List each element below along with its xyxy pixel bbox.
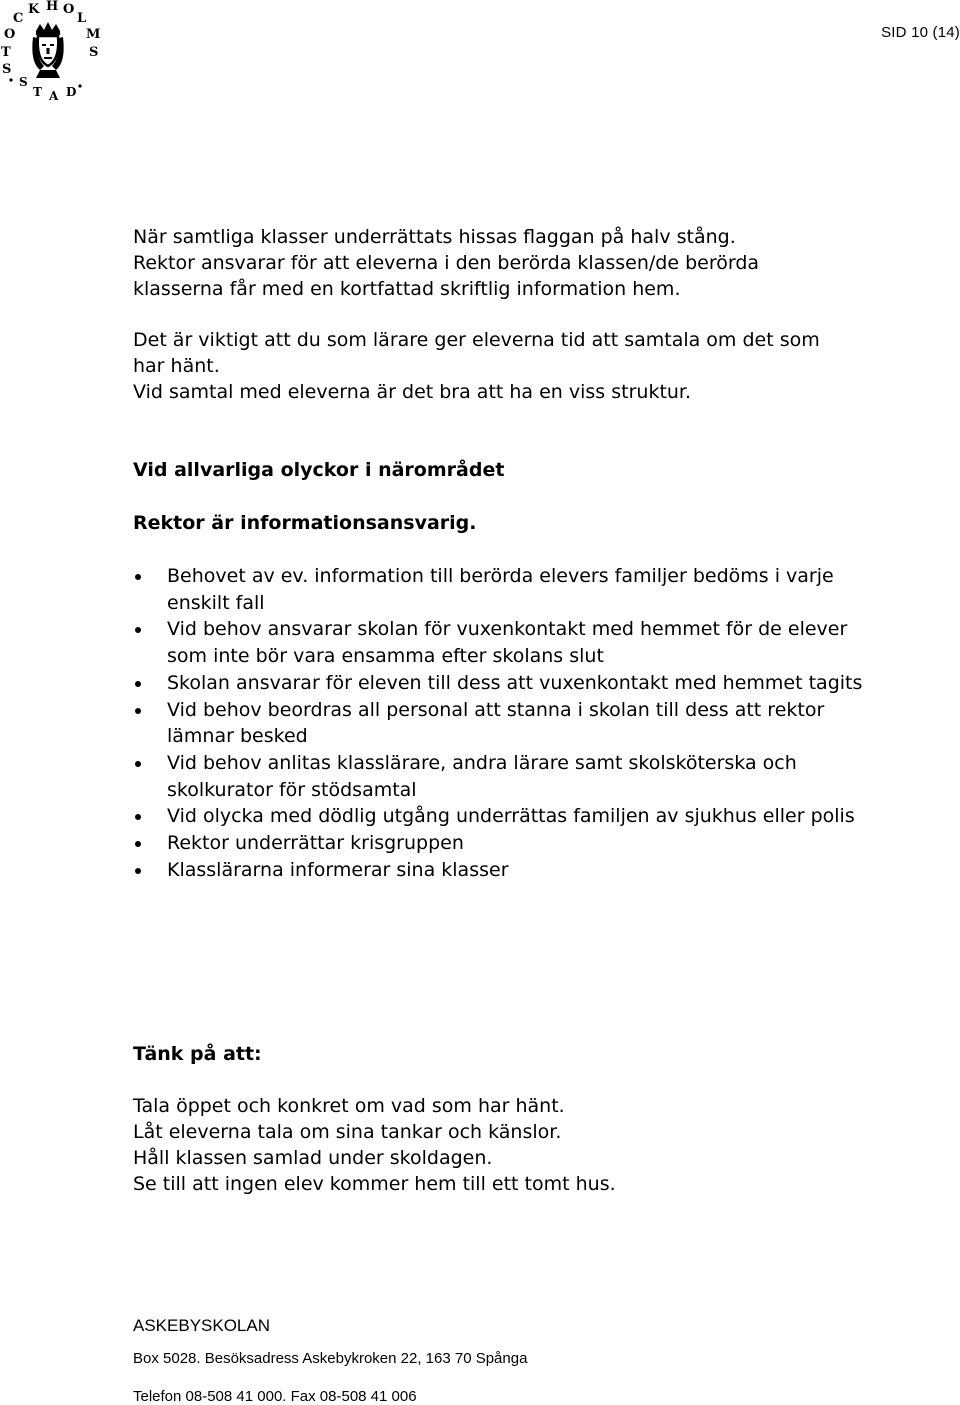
- talk-line-1: Det är viktigt att du som lärare ger eleverna tid att samtala om det som: [133, 329, 820, 351]
- svg-text:O: O: [4, 27, 16, 42]
- footer-contact: Telefon 08-508 41 000. Fax 08-508 41 006: [133, 1388, 417, 1405]
- bullet-icon: [135, 841, 141, 847]
- list-item: [133, 697, 893, 750]
- footer-school: ASKEBYSKOLAN: [133, 1316, 271, 1335]
- list-item-text: Rektor underrättar krisgruppen: [167, 832, 464, 855]
- list-item: [133, 563, 893, 616]
- think-line-3: Håll klassen samlad under skoldagen.: [133, 1147, 493, 1169]
- svg-text:O: O: [63, 2, 75, 17]
- list-item: [133, 830, 893, 857]
- talk-line-2: har hänt.: [133, 355, 220, 377]
- svg-text:A: A: [49, 89, 59, 103]
- list-item: [133, 857, 893, 884]
- list-item-text: Vid behov beordras all personal att stanna i skolan till dess att rektor lämnar besked: [167, 698, 825, 748]
- list-item: [133, 803, 893, 830]
- svg-text:H: H: [46, 0, 59, 14]
- intro-line-3: klasserna får med en kortfattad skriftlig information hem.: [133, 278, 681, 300]
- list-item-text: Klasslärarna informerar sina klasser: [167, 858, 509, 881]
- think-heading: Tänk på att:: [133, 1043, 262, 1065]
- svg-text:L: L: [77, 11, 87, 26]
- list-item-text: Behovet av ev. information till berörda elevers familjer bedöms i varje enskilt fall: [167, 565, 834, 614]
- intro-line-1: När samtliga klasser underrättats hissas flaggan på halv stång.: [133, 226, 736, 248]
- bullet-icon: [135, 814, 141, 820]
- list-item: [133, 670, 893, 697]
- svg-text:S: S: [89, 45, 99, 60]
- svg-text:S: S: [19, 75, 28, 89]
- bullet-icon: [135, 868, 141, 874]
- bullet-icon: [135, 708, 141, 714]
- think-line-4: Se till att ingen elev kommer hem till ett tomt hus.: [133, 1173, 616, 1195]
- list-item-text: Vid behov ansvarar skolan för vuxenkontakt med hemmet för de elever som inte bör vara ensamma efter skolans slut: [167, 618, 848, 668]
- talk-line-3: Vid samtal med eleverna är det bra att ha en viss struktur.: [133, 381, 692, 403]
- svg-text:M: M: [86, 27, 101, 42]
- stockholms-stad-logo: [0, 0, 102, 104]
- think-line-1: Tala öppet och konkret om vad som har hänt.: [133, 1095, 565, 1117]
- bullet-icon: [135, 627, 141, 633]
- list-item-text: Vid behov anlitas klasslärare, andra lärare samt skolsköterska och skolkurator för stödsamtal: [167, 751, 797, 801]
- intro-line-2: Rektor ansvarar för att eleverna i den berörda klassen/de berörda: [133, 252, 760, 274]
- bullet-icon: [135, 574, 141, 580]
- bullet-icon: [135, 761, 141, 767]
- svg-text:C: C: [13, 11, 24, 26]
- svg-text:S: S: [2, 62, 12, 77]
- svg-text:T: T: [1, 45, 11, 60]
- section-heading: Vid allvarliga olyckor i närområdet: [133, 459, 505, 481]
- svg-text:D: D: [66, 85, 77, 99]
- list-item-text: Vid olycka med dödlig utgång underrättas familjen av sjukhus eller polis: [167, 805, 855, 828]
- bullet-list: [133, 563, 893, 883]
- list-item: [133, 616, 893, 669]
- think-line-2: Låt eleverna tala om sina tankar och känslor.: [133, 1121, 562, 1143]
- bullet-icon: [135, 681, 141, 687]
- page-number: SID 10 (14): [881, 24, 960, 41]
- list-item-text: Skolan ansvarar för eleven till dess att vuxenkontakt med hemmet tagits: [167, 671, 863, 694]
- svg-text:T: T: [33, 85, 42, 99]
- section-subheading: Rektor är informationsansvarig.: [133, 512, 477, 534]
- svg-text:K: K: [28, 2, 40, 17]
- footer-address: Box 5028. Besöksadress Askebykroken 22, 163 70 Spånga: [133, 1350, 528, 1367]
- list-item: [133, 750, 893, 803]
